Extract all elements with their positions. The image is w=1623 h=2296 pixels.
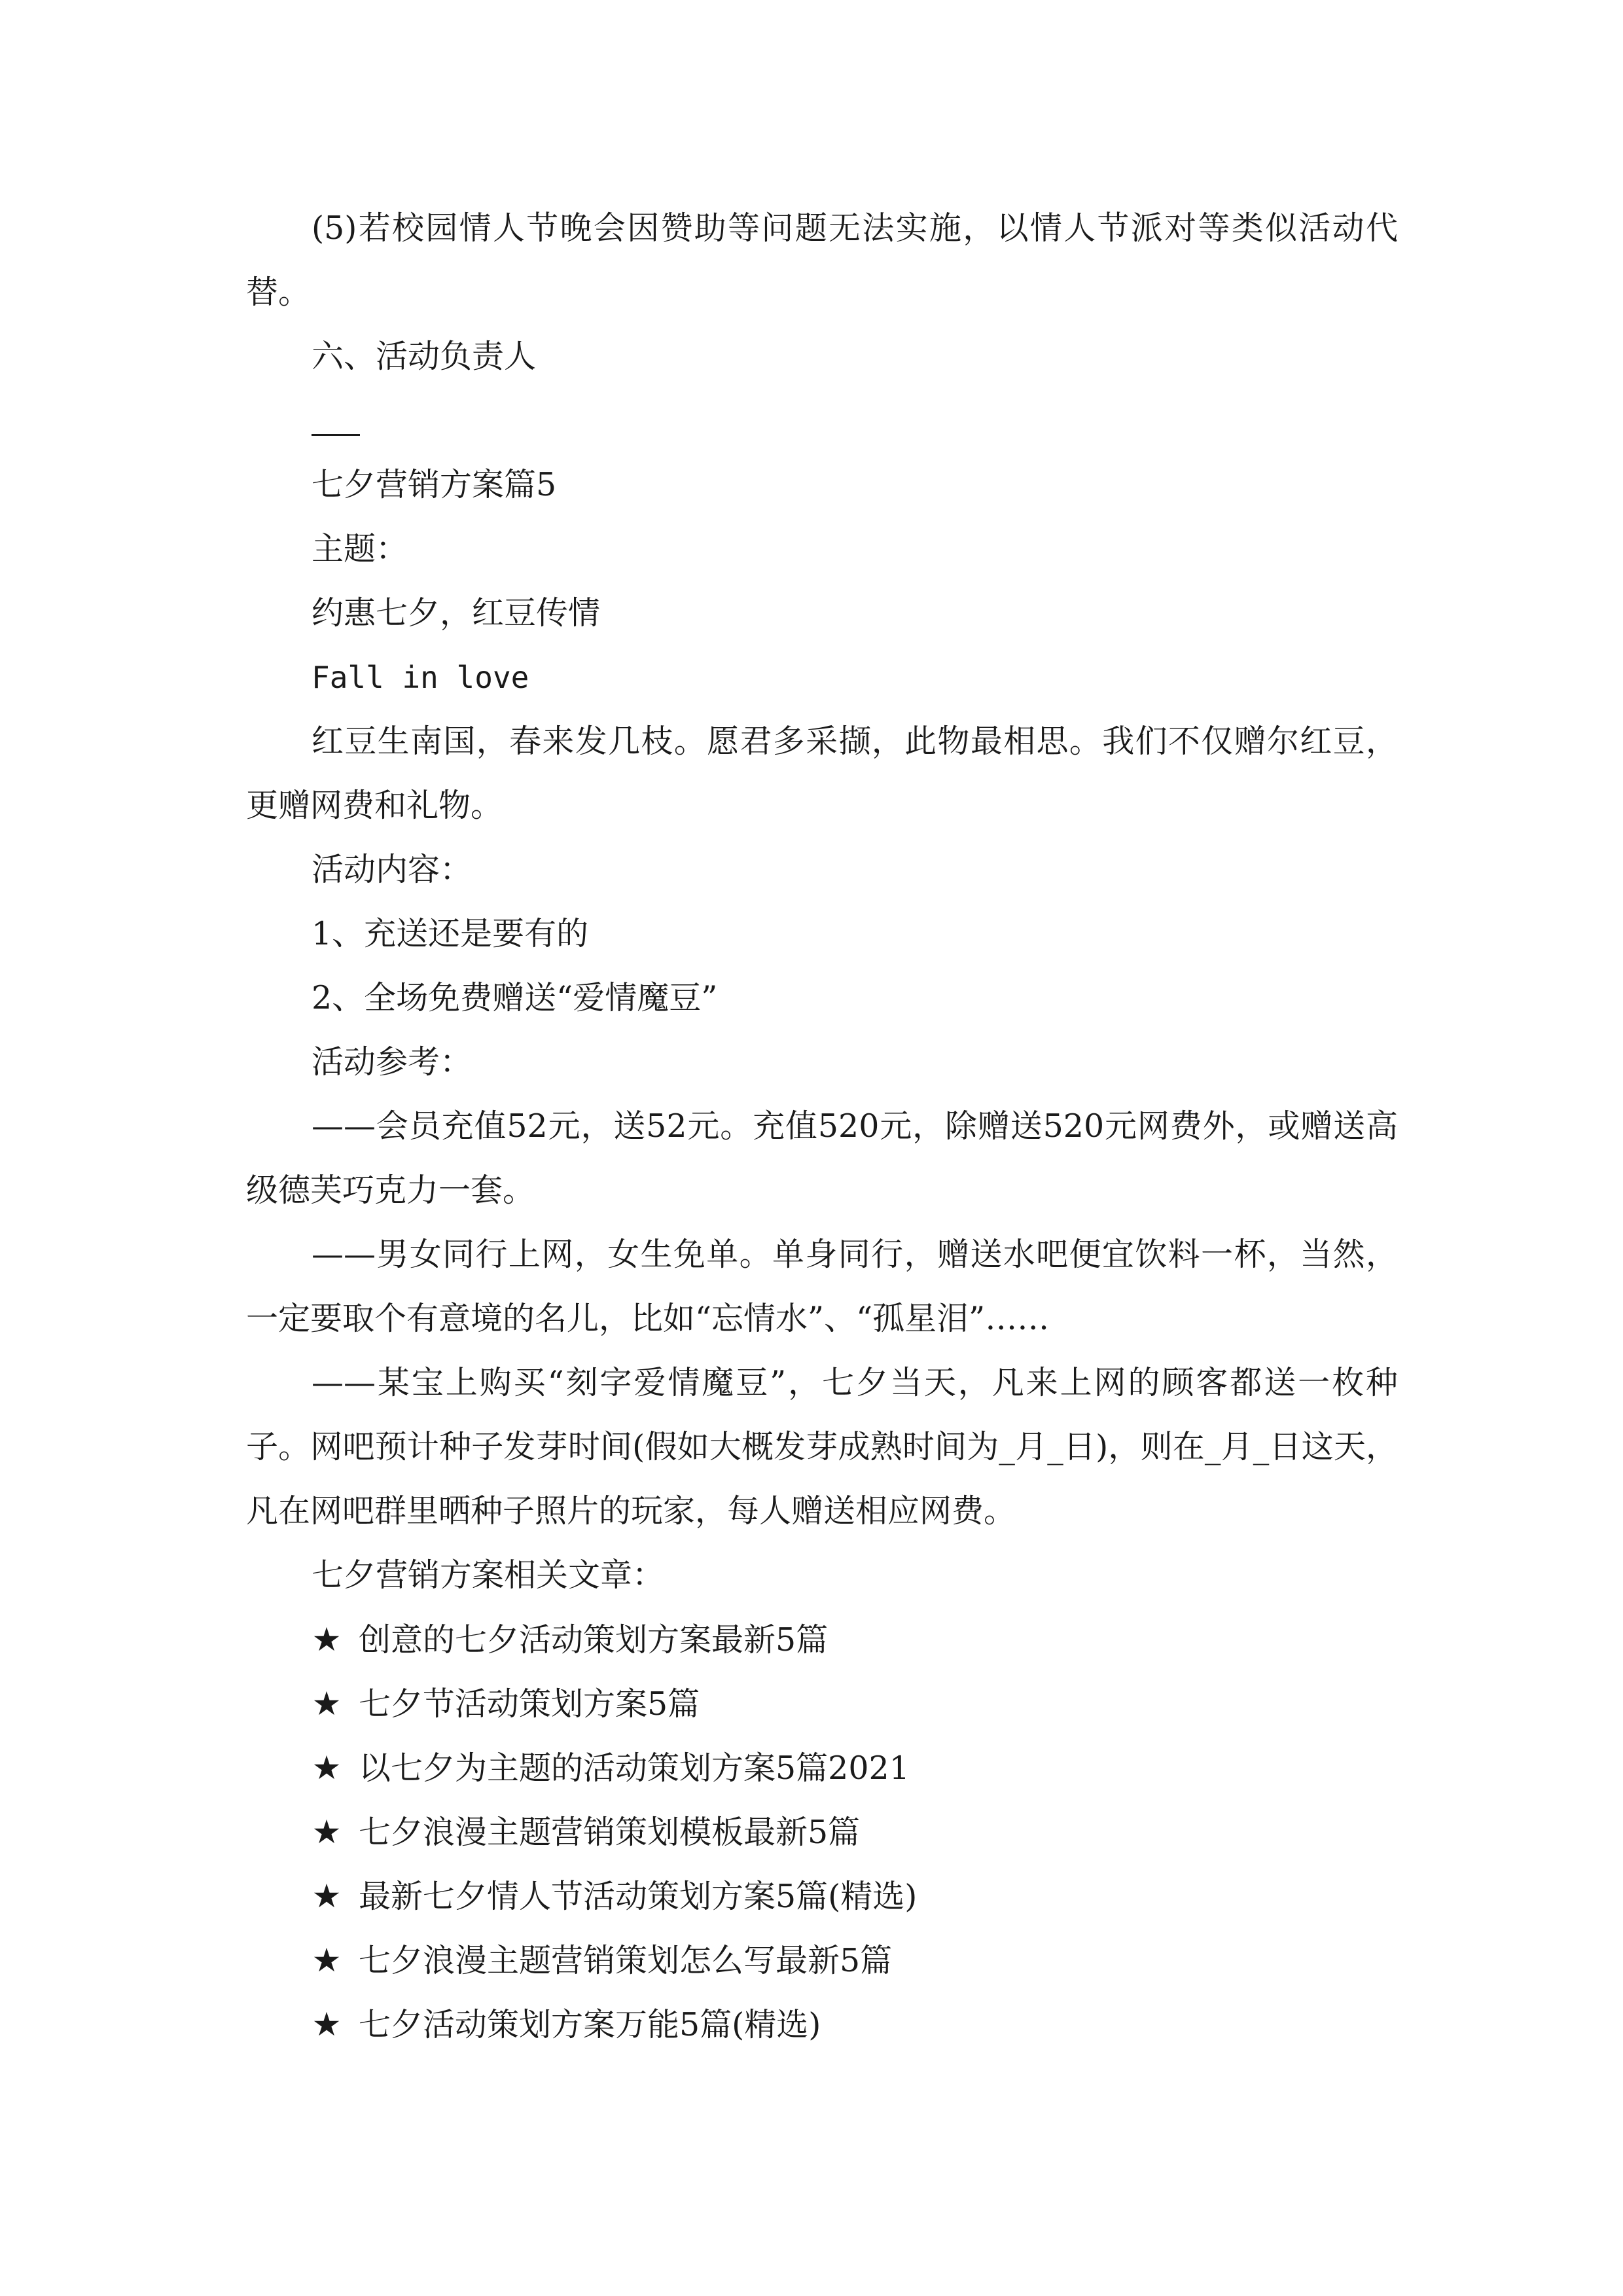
star-icon: ★ [312, 1877, 342, 1915]
related-article-title: 七夕浪漫主题营销策划模板最新5篇 [359, 1814, 861, 1851]
activity-content-label: 活动内容： [312, 851, 473, 888]
related-article-title: 七夕节活动策划方案5篇 [359, 1685, 700, 1723]
star-icon: ★ [312, 1813, 342, 1851]
paragraph-reference-2: ——男女同行上网，女生免单。单身同行，赠送水吧便宜饮料一杯，当然，一定要取个有意境的名儿，比如“忘情水”、“孤星泪”…… [246, 1236, 1398, 1337]
paragraph-reference-3: ——某宝上购买“刻字爱情魔豆”，七夕当天，凡来上网的顾客都送一枚种子。网吧预计种子发芽时间(假如大概发芽成熟时间为_月_日)，则在_月_日这天，凡在网吧群里晒种子照片的玩家，每人赠送相应网费。 [246, 1364, 1398, 1530]
related-article-title: 最新七夕情人节活动策划方案5篇(精选) [359, 1878, 918, 1915]
activity-reference-label: 活动参考： [312, 1043, 473, 1081]
related-article-title: 七夕浪漫主题营销策划怎么写最新5篇 [359, 1942, 893, 1979]
related-article-title: 创意的七夕活动策划方案最新5篇 [359, 1621, 829, 1659]
related-article-title: 以七夕为主题的活动策划方案5篇2021 [359, 1749, 910, 1787]
theme-text: 约惠七夕，红豆传情 [312, 594, 601, 632]
related-article-link[interactable] [312, 1864, 1359, 1929]
paragraph-backup-plan: (5)若校园情人节晚会因赞助等问题无法实施，以情人节派对等类似活动代替。 [246, 209, 1398, 311]
related-article-link[interactable] [312, 1672, 1359, 1736]
related-article-link[interactable] [312, 1928, 1359, 1993]
star-icon: ★ [312, 1685, 342, 1723]
related-article-title: 七夕活动策划方案万能5篇(精选) [359, 2006, 821, 2043]
related-article-link[interactable] [312, 1992, 1359, 2057]
theme-english: Fall in love [312, 660, 529, 695]
blank-underline [312, 434, 360, 436]
related-article-link[interactable] [312, 1800, 1359, 1865]
activity-item-1: 1、充送还是要有的 [312, 915, 589, 952]
paragraph-red-bean-poem: 红豆生南国，春来发几枝。愿君多采撷，此物最相思。我们不仅赠尔红豆，更赠网费和礼物。 [246, 723, 1398, 824]
paragraph-reference-1: ——会员充值52元，送52元。充值520元，除赠送520元网费外，或赠送高级德芙巧克力一套。 [246, 1107, 1398, 1209]
related-article-link[interactable] [312, 1607, 1359, 1672]
section-heading-owner: 六、活动负责人 [312, 338, 537, 375]
star-icon: ★ [312, 1941, 342, 1979]
activity-item-2: 2、全场免费赠送“爱情魔豆” [312, 979, 718, 1016]
star-icon: ★ [312, 1621, 342, 1659]
related-article-link[interactable] [312, 1736, 1359, 1801]
star-icon: ★ [312, 2005, 342, 2043]
related-articles-heading: 七夕营销方案相关文章： [312, 1556, 665, 1594]
section-title-plan5: 七夕营销方案篇5 [312, 466, 557, 503]
theme-label: 主题： [312, 530, 408, 567]
star-icon: ★ [312, 1749, 342, 1787]
